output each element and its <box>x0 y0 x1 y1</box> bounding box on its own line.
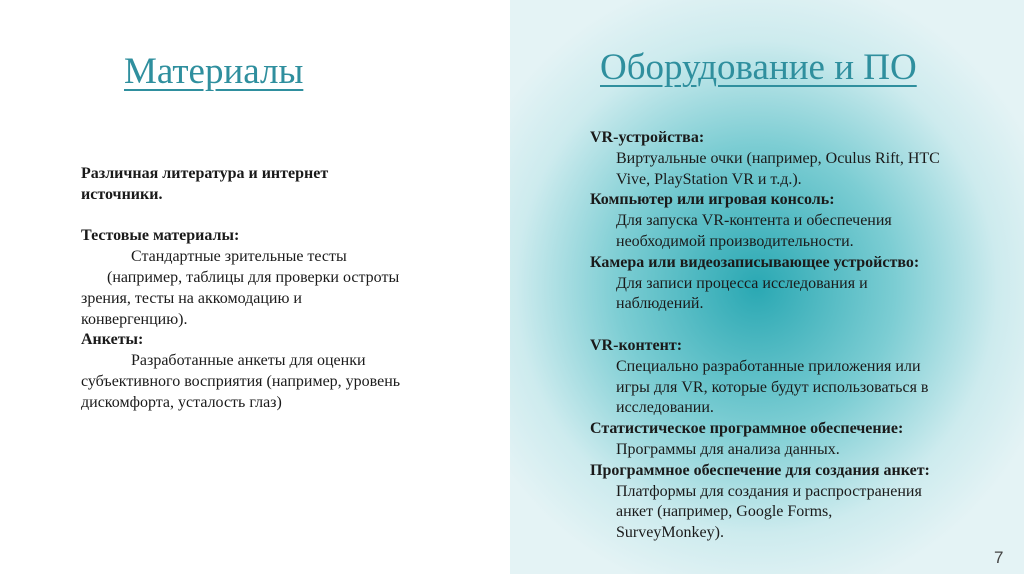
vr-content-line: игры для VR, которые будут использоваться в <box>616 378 929 396</box>
computer-line: необходимой производительности. <box>616 232 854 250</box>
stat-software-label: Статистическое программное обеспечение: <box>590 420 904 438</box>
camera-line: Для записи процесса исследования и <box>616 274 868 292</box>
surveys-line: субъективного восприятия (например, уровень <box>81 372 401 390</box>
camera-label: Камера или видеозаписывающее устройство: <box>590 253 920 271</box>
test-materials-line: (например, таблицы для проверки остроты <box>107 268 400 286</box>
survey-software-line: Платформы для создания и распространения <box>616 482 922 500</box>
survey-software-label: Программное обеспечение для создания анкет: <box>590 461 930 479</box>
vr-devices-label: VR-устройства: <box>590 129 705 146</box>
surveys-label: Анкеты: <box>81 331 144 349</box>
vr-content-label: VR-контент: <box>590 336 683 354</box>
stat-software-line: Программы для анализа данных. <box>616 440 840 458</box>
survey-software-line: SurveyMonkey). <box>616 524 724 542</box>
vr-devices-line: Vive, PlayStation VR и т.д.). <box>616 170 802 188</box>
materials-title: Материалы <box>124 51 304 92</box>
literature-line: источники. <box>81 185 163 203</box>
camera-line: наблюдений. <box>616 295 704 313</box>
vr-content-line: исследовании. <box>616 399 714 417</box>
computer-line: Для запуска VR-контента и обеспечения <box>616 212 892 230</box>
test-materials-label: Тестовые материалы: <box>81 227 240 245</box>
surveys-line: дискомфорта, усталость глаз) <box>81 393 282 411</box>
computer-label: Компьютер или игровая консоль: <box>590 191 835 209</box>
test-materials-line: зрения, тесты на аккомодацию и <box>81 289 302 307</box>
survey-software-line: анкет (например, Google Forms, <box>616 503 833 521</box>
page-number: 7 <box>994 548 1004 567</box>
test-materials-line: конвергенцию). <box>81 310 188 328</box>
vr-devices-line: Виртуальные очки (например, Oculus Rift, HTC <box>616 149 940 167</box>
test-materials-line: Стандартные зрительные тесты <box>131 248 347 266</box>
equipment-text <box>590 128 990 544</box>
literature-line: Различная литература и интернет <box>81 165 329 182</box>
equipment-title: Оборудование и ПО <box>600 47 917 88</box>
materials-text <box>81 164 426 414</box>
vr-content-line: Специально разработанные приложения или <box>616 357 921 375</box>
surveys-line: Разработанные анкеты для оценки <box>131 352 366 370</box>
